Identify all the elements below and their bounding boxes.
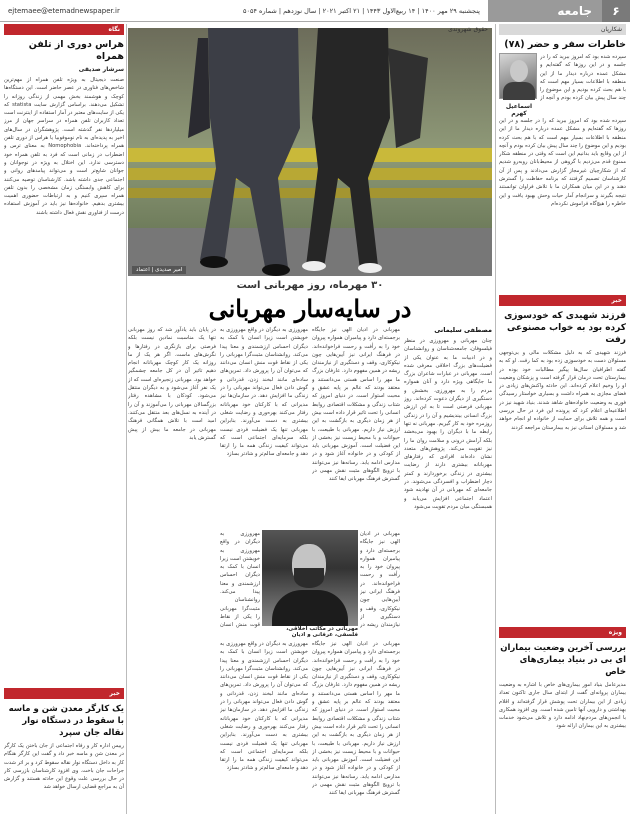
health-headline[interactable]: بررسی آخرین وضعیت بیماران ای بی در بنیاد بیماری‌های خاص bbox=[500, 643, 626, 677]
couple-walking-image bbox=[128, 28, 492, 276]
article-column-2c bbox=[312, 640, 400, 810]
article-column-3c bbox=[220, 640, 308, 810]
main-photo bbox=[128, 28, 492, 276]
article-text-1: چنان مهربانی و مهرورزی در منظر فیلسوفان، جامعه‌شناسان و روانشناسان و در ادبیات ما به عنوان یکی از فضیلت‌های بزرگ اخلاقی معرفی شده است. مهربانی در عبارات شاعران بزرگ ما جایگاهی ویژه دارد و آنان همواره مردم را به مهرورزی، بخشش و دستگیری از دیگران دعوت کرده‌اند. روز مهربانی فرصتی است تا به این ارزش بزرگ انسانی بیندیشیم و آن را در زندگی روزمره خود به کار گیریم. مهربانی نه تنها رابطه ما با دیگران را بهبود می‌بخشد بلکه آرامش درونی و سلامت روان ما را نیز تقویت می‌کند. پژوهش‌های متعدد نشان داده‌اند افرادی که رفتارهای مهربانانه بیشتری دارند از رضایت بیشتری در زندگی برخوردارند و کمتر دچار اضطراب و افسردگی می‌شوند. در جامعه‌ای که مهربانی در آن نهادینه شود اعتماد اجتماعی افزایش می‌یابد و همبستگی میان مردم تقویت می‌شود bbox=[404, 338, 492, 510]
divider-right bbox=[495, 24, 496, 814]
news-headline-left[interactable]: یک کارگر معدن شن و ماسه با سقوط در دستگاه نوار نقاله جان سپرد bbox=[8, 704, 124, 738]
memoir-author: اسماعیل کهرم bbox=[505, 103, 533, 117]
memoir-headline[interactable]: خاطرات سفر و حضر (۷۸) bbox=[504, 39, 626, 50]
article-column-4 bbox=[128, 326, 216, 810]
article-text-2: مهربانی در ادیان الهی نیز جایگاه برجسته‌ای دارد و پیامبران همواره پیروان خود را به رأفت و رحمت فراخوانده‌اند. در فرهنگ ایرانی نیز آیین‌هایی چون نیکوکاری، وقف و دستگیری از نیازمندان ریشه در همین مفهوم دارد. عارفان بزرگ ما مهر را اساس هستی می‌دانستند و معتقد بودند که عالم بر پایه عشق و محبت استوار است. در دنیای امروز که شتاب زندگی و مشکلات اقتصادی روابط انسانی را تحت تاثیر قرار داده است بیش از هر زمان دیگری به بازگشت به این ارزش نیاز داریم. مهربانی با طبیعت، با حیوانات و با محیط زیست نیز بخشی از این فضیلت است. آموزش مهربانی باید از کودکی و در خانواده آغاز شود و در مدارس ادامه یابد. رسانه‌ها نیز می‌توانند با ترویج الگوهای مثبت نقش مهمی در گسترش فرهنگ مهربانی ایفا کنند bbox=[312, 327, 400, 483]
news-body-right: فرزند شهیدی که به دلیل مشکلات مالی و بی‌توجهی مسئولان دست به خودسوزی زده بود به کما رفت. او که به گفته اطرافیان سال‌ها پیگیر مطالبات خود بوده در بیمارستان تحت درمان قرار گرفته است و پزشکان وضعیت او را وخیم اعلام کرده‌اند. این حادثه واکنش‌های زیادی در فضای مجازی به همراه داشت و بسیاری خواستار رسیدگی فوری به وضعیت خانواده‌های شاهد شدند. بنیاد شهید نیز در اطلاعیه‌ای اعلام کرد که پرونده این فرد در حال بررسی است و همه تلاش برای حمایت از خانواده او انجام خواهد شد و مسئولان استانی نیز به بیمارستان مراجعه کردند bbox=[499, 350, 626, 431]
article-column-2 bbox=[312, 326, 400, 526]
page-header bbox=[0, 0, 630, 22]
opinion-body: صنعت دیجیتال به ویژه تلفن همراه از مهم‌ترین شاخص‌های فناوری در عصر حاضر است. این دستگاه‌ها کوچک و هوشمند بخش مهمی از زندگی روزانه را تشکیل می‌دهند. براساس گزارش سایت statista که یکی از سایت‌های معتبر در آمار استفاده از اینترنت است تعداد کاربران تلفن همراه در سراسر جهان از مرز میلیاردها نفر گذشته است. پژوهشگران در سال‌های اخیر به پدیده‌ای به نام نوموفوبیا یا هراس از دوری تلفن همراه پرداخته‌اند. Nomophobia به معنای ترس و اضطراب در زمانی است که فرد به تلفن همراه خود دسترسی ندارد. این اختلال به ویژه در نوجوانان و جوانان شایع‌تر است و می‌تواند پیامدهای روانی و اجتماعی جدی داشته باشد. کارشناسان توصیه می‌کنند برای کاهش وابستگی زمان مشخصی را بدون تلفن همراه سپری کنیم و به ارتباطات حضوری اهمیت بیشتری بدهیم. خانواده‌ها نیز باید در آموزش استفاده درست از فناوری نقش فعال داشته باشند bbox=[4, 77, 124, 216]
article-column-3b bbox=[220, 530, 260, 630]
news-headline-right[interactable]: فرزند شهیدی که خودسوزی کرده بود به خواب مصنوعی رفت bbox=[504, 311, 626, 345]
news-body-left: رییس اداره کار و رفاه اجتماعی از جان باختن یک کارگر در معدن شن و ماسه خبر داد و گفت این کارگر هنگام کار به داخل دستگاه نوار نقاله سقوط کرد و بر اثر شدت جراحات جان باخت. وی افزود کارشناسان بازرسی کار در حال بررسی علت وقوع این حادثه هستند و گزارش آن به مراجع قضایی ارسال خواهد شد bbox=[4, 743, 124, 791]
opinion-headline[interactable]: هراس دوری از تلفن همراه bbox=[28, 39, 124, 62]
article-text-3c: مهرورزی به دیگران در واقع مهرورزی به خویشتن است زیرا انسان با کمک به دیگران احساس ارزشمندی و معنا پیدا می‌کند. روانشناسان مثبت‌گرا مهربانی را یکی از نقاط قوت منش انسان می‌دانند که می‌توان آن را پرورش داد. تمرین‌های ساده‌ای مانند لبخند زدن، قدردانی و گوش دادن فعال می‌تواند مهربانی را در زندگی ما افزایش دهد. در سازمان‌ها نیز مدیرانی که با کارکنان خود مهربانانه رفتار می‌کنند بهره‌وری و رضایت شغلی بیشتری به دست می‌آورند. بنابراین مهربانی تنها یک فضیلت فردی نیست بلکه سرمایه‌ای اجتماعی است که می‌تواند کیفیت زندگی همه ما را ارتقا دهد و جامعه‌ای سالم‌تر و شادتر بسازد bbox=[220, 641, 308, 772]
section-email[interactable]: ejtemaee@etemadnewspaper.ir bbox=[8, 6, 120, 15]
section-title[interactable]: جامعه bbox=[488, 0, 602, 22]
article-column-2b bbox=[360, 530, 400, 630]
right-column bbox=[499, 24, 626, 814]
article-text-3b: مهرورزی به دیگران در واقع مهرورزی به خویشتن است زیرا انسان با کمک به دیگران احساس ارزشمندی و معنا پیدا می‌کند. روانشناسان مثبت‌گرا مهربانی را یکی از نقاط قوت منش انسان bbox=[220, 531, 260, 629]
opinion-kicker: نگاه bbox=[4, 24, 124, 35]
article-column-1 bbox=[404, 326, 492, 820]
photo-credit: امیر صدیدی | اعتماد bbox=[132, 266, 186, 274]
issue-date: پنجشنبه ۲۹ مهر ۱۴۰۰ | ۱۴ ربیع‌الاول ۱۴۴۳ | ۲۱ اکتبر ۲۰۲۱ | سال نوزدهم | شماره ۵۰۵۴ bbox=[243, 6, 480, 15]
news-kicker-left: خبر bbox=[4, 688, 124, 699]
health-body: مدیرعامل بنیاد امور بیماری‌های خاص با اشاره به وضعیت بیماران پروانه‌ای گفت از ابتدای سال جاری تاکنون تعداد زیادی از این بیماران تحت پوشش قرار گرفته‌اند و اقلام بهداشتی و دارویی آنها تامین شده است. وی افزود همکاری با انجمن‌های مردم‌نهاد ادامه دارد و تلاش می‌شود خدمات بیشتری به این بیماران ارائه شود bbox=[499, 682, 626, 730]
left-column bbox=[4, 24, 124, 814]
divider-left bbox=[126, 24, 127, 814]
date-line bbox=[0, 0, 488, 22]
article-text-4: در پایان باید یادآور شد که روز مهربانی تنها یک مناسبت نمادین نیست بلکه فرصتی برای بازنگری در رفتارها و نگرش‌های ماست. اگر هر یک از ما روزانه یک کار کوچک مهربانانه انجام دهیم تاثیر آن در کل جامعه چشمگیر خواهد بود. مهربانی زنجیره‌ای است که از یک نفر آغاز می‌شود و به دیگران منتقل می‌شود. کودکان با مشاهده رفتار بزرگسالان مهربانی را می‌آموزند و آن را در آینده به نسل‌های بعد منتقل می‌کنند. امید است با تلاش همگانی فرهنگ مهربانی در جامعه ما بیش از پیش گسترش یابد bbox=[128, 327, 216, 441]
memoir-body: سپرده شده بود که امروز ببرید که را در جلسه و در این روزها که گفته‌ایم و مشکل عمده درباره دیدار ما از این منطقه با اطلاعات بسیار مهم است که با هم بحث کرده بودیم و این موضوع را چند سال پیش بیان کرده بودم و آنچه از این وقایع باید بدانیم این است که وقتی در منطقه شکار ممنوع قدم می‌زدیم با گروهی از محیط‌بانان روبه‌رو شدیم که از شکارچیان غیرمجاز گزارش می‌دادند و پس از آن کارشناسان تصمیم گرفتند که برنامه حفاظت را گسترش دهند و در این میان همکاران ما با تلاش فراوان توانستند نتیجه بگیرند و سرانجام آمار حیات وحش بهبود یافت و این خاطره را هیچ‌گاه فراموش نکرده‌ام bbox=[499, 118, 626, 207]
article-overline: ۳۰ مهرماه، روز مهربانی است bbox=[236, 280, 384, 291]
portrait-caption: مهربانی در مکاتب اخلاقی، فلسفی، عرفانی و ادیان bbox=[286, 626, 358, 638]
article-text-2b: مهربانی در ادیان الهی نیز جایگاه برجسته‌ای دارد و پیامبران همواره پیروان خود را به رأفت و رحمت فراخوانده‌اند. در فرهنگ ایرانی نیز آیین‌هایی چون نیکوکاری، وقف و دستگیری از نیازمندان ریشه در bbox=[360, 531, 400, 629]
news-kicker-right: خبر bbox=[499, 295, 626, 306]
page-number: ۶ bbox=[602, 0, 630, 22]
author-photo bbox=[499, 53, 537, 99]
right-kicker: شکارپان bbox=[499, 24, 626, 35]
article-headline[interactable]: در سایه‌سار مهربانی bbox=[208, 294, 412, 323]
article-text-3: مهرورزی به دیگران در واقع مهرورزی به خویشتن است زیرا انسان با کمک به دیگران احساس ارزشمندی و معنا پیدا می‌کند. روانشناسان مثبت‌گرا مهربانی را یکی از نقاط قوت منش انسان می‌دانند که می‌توان آن را پرورش داد. تمرین‌های ساده‌ای مانند لبخند زدن، قدردانی و گوش دادن فعال می‌تواند مهربانی را در زندگی ما افزایش دهد. در سازمان‌ها نیز مدیرانی که با کارکنان خود مهربانانه رفتار می‌کنند بهره‌وری و رضایت شغلی بیشتری به دست می‌آورند. بنابراین مهربانی تنها یک فضیلت فردی نیست بلکه سرمایه‌ای اجتماعی است که می‌تواند کیفیت زندگی همه ما را ارتقا دهد و جامعه‌ای سالم‌تر و شادتر بسازد bbox=[220, 327, 308, 458]
health-kicker: ویژه bbox=[499, 627, 626, 638]
memoir-intro: سپرده شده بود که امروز ببرید که را در جلسه و در این روزها که گفته‌ایم و مشکل عمده درباره دیدار ما از این منطقه با اطلاعات بسیار مهم است که با هم بحث کرده بودیم و این موضوع را چند سال پیش بیان کرده بودم و آنچه از bbox=[540, 54, 626, 101]
author-portrait bbox=[262, 530, 358, 626]
opinion-author: سرشار صدیقی bbox=[78, 66, 124, 73]
article-text-2c: مهربانی در ادیان الهی نیز جایگاه برجسته‌ای دارد و پیامبران همواره پیروان خود را به رأفت و رحمت فراخوانده‌اند. در فرهنگ ایرانی نیز آیین‌هایی چون نیکوکاری، وقف و دستگیری از نیازمندان ریشه در همین مفهوم دارد. عارفان بزرگ ما مهر را اساس هستی می‌دانستند و معتقد بودند که عالم بر پایه عشق و محبت استوار است. در دنیای امروز که شتاب زندگی و مشکلات اقتصادی روابط انسانی را تحت تاثیر قرار داده است بیش از هر زمان دیگری به بازگشت به این ارزش نیاز داریم. مهربانی با طبیعت، با حیوانات و با محیط زیست نیز بخشی از این فضیلت است. آموزش مهربانی باید از کودکی و در خانواده آغاز شود و در مدارس ادامه یابد. رسانه‌ها نیز می‌توانند با ترویج الگوهای مثبت نقش مهمی در گسترش فرهنگ مهربانی ایفا کنند bbox=[312, 641, 400, 797]
photo-kicker: حقوق شهروندی bbox=[448, 26, 488, 33]
article-column-3 bbox=[220, 326, 308, 526]
article-author: مصطفی سلیمانی bbox=[434, 326, 492, 334]
